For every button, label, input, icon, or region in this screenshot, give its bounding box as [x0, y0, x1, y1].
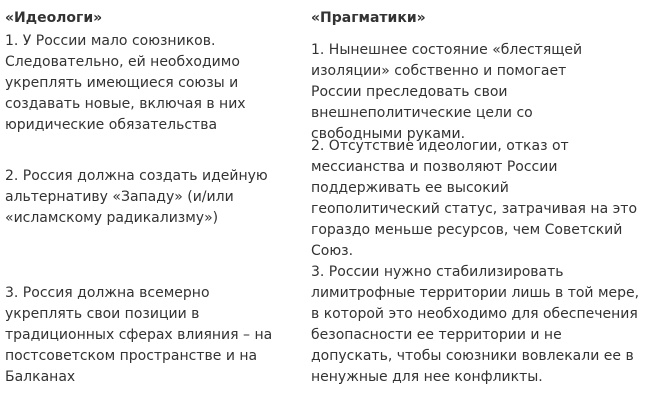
ideologists-heading: «Идеологи» [5, 10, 103, 26]
ideologists-point-2: 2. Россия должна создать идейную альтернативу «Западу» (и/или «исламскому радикализму») [5, 168, 268, 226]
pragmatists-heading: «Прагматики» [311, 10, 426, 26]
ideologists-point-3: 3. Россия должна всемерно укреплять свои позиции в традиционных сферах влияния – на постсоветском пространстве и на Балканах [5, 285, 273, 385]
pragmatists-point-1: 1. Нынешнее состояние «блестящей изоляции» собственно и помогает России преследовать свои внешнеполитические цели со свободными руками. [311, 42, 583, 142]
ideologists-point-1: 1. У России мало союзников. Следовательно, ей необходимо укреплять имеющиеся союзы и создавать новые, включая в них юридические обязательства [5, 33, 246, 133]
pragmatists-point-3: 3. России нужно стабилизировать лимитрофные территории лишь в той мере, в которой это необходимо для обеспечения безопасности ее территории и не допускать, чтобы союзники вовлекали ее в ненужные для нее конфликты. [311, 264, 640, 385]
pragmatists-point-2: 2. Отсутствие идеологии, отказ от мессианства и позволяют России поддерживать ее высокий геополитический статус, затрачивая на это гораздо меньше ресурсов, чем Советский Союз. [311, 138, 638, 259]
